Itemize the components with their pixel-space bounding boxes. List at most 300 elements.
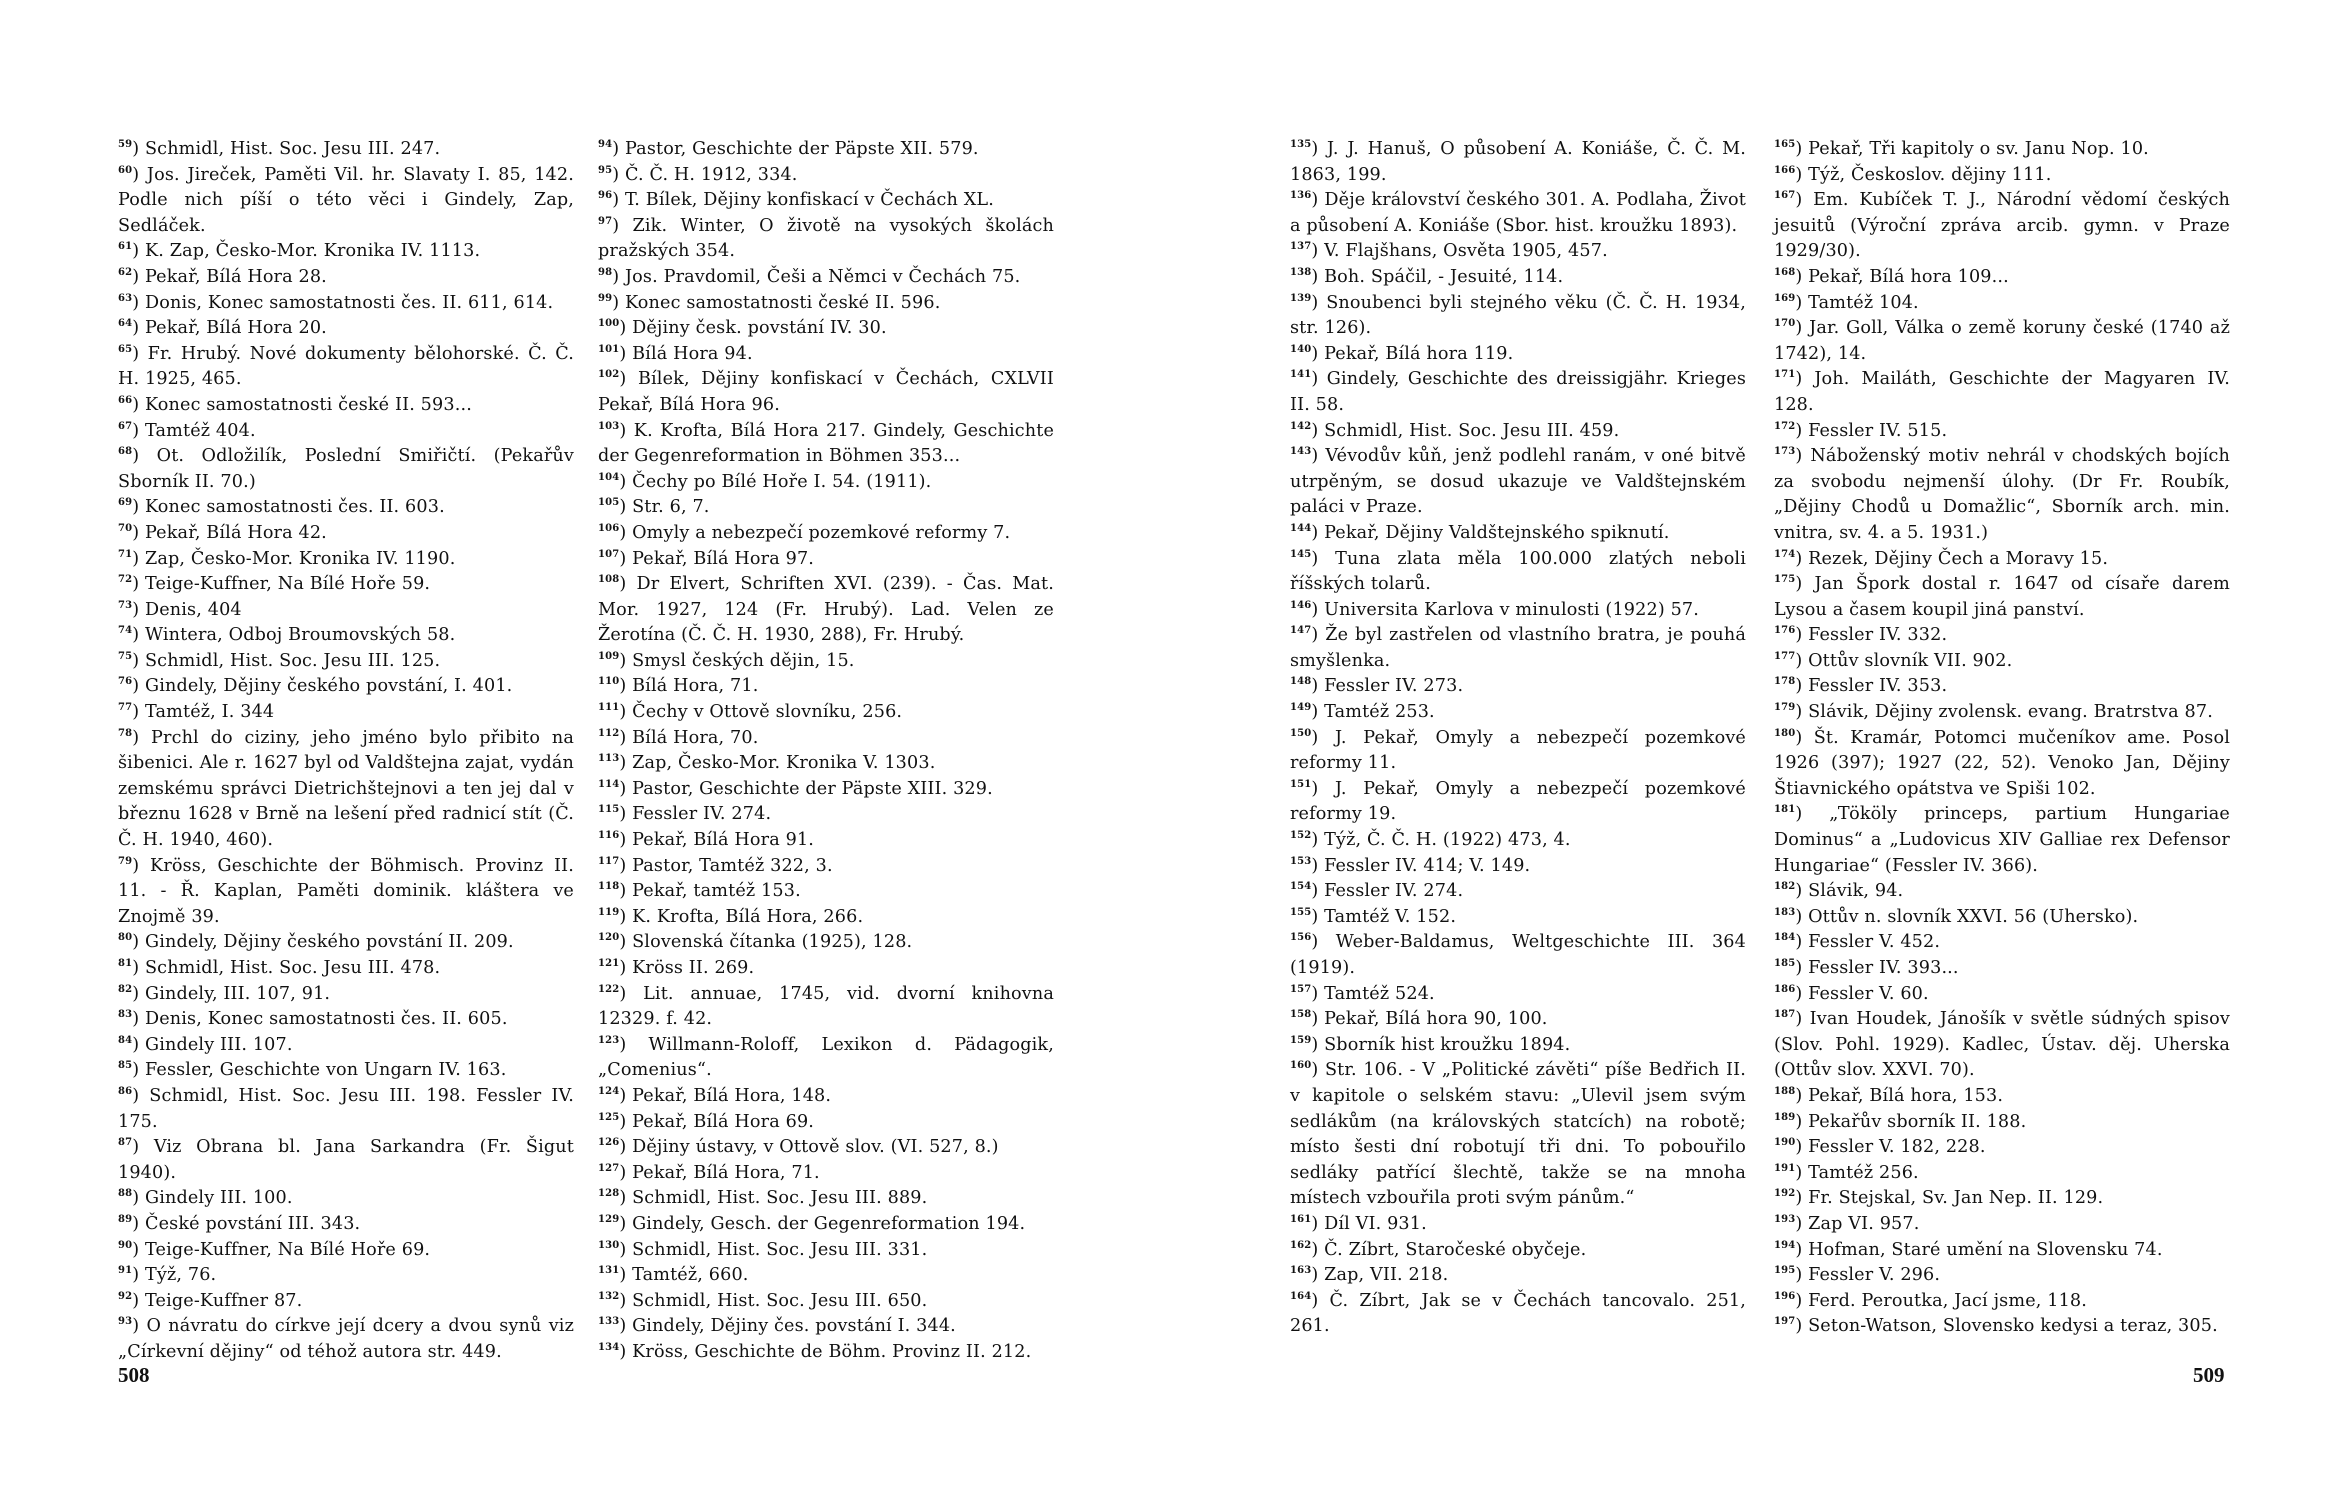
footnote-text: Zap, Česko-Mor. Kronika V. 1303.: [632, 753, 936, 774]
footnote-text: Willmann-Roloff, Lexikon d. Pädagogik, „Comenius“.: [598, 1034, 1054, 1081]
footnote-entry: $^{163}$) Zap, VII. 218.: [1290, 1265, 1449, 1286]
footnote-entry: $^{88}$) Gindely III. 100.: [118, 1188, 293, 1209]
footnote-entry: $^{123}$) Willmann-Roloff, Lexikon d. Pädagogik, „Comenius“.: [598, 1034, 1054, 1081]
footnote-text: Že byl zastřelen od vlastního bratra, je pouhá smyšlenka.: [1290, 625, 1746, 671]
footnote-entry: $^{174}$) Rezek, Dějiny Čech a Moravy 15.: [1774, 548, 2109, 569]
footnote-text: Pekař, Bílá hora, 153.: [1808, 1085, 2004, 1106]
footnote-text: Zap, VII. 218.: [1324, 1265, 1449, 1286]
footnote-entry: $^{112}$) Bílá Hora, 70.: [598, 727, 759, 748]
right-page: [1163, 0, 2326, 1500]
footnote-entry: $^{178}$) Fessler IV. 353.: [1774, 676, 1948, 697]
footnote-text: Č. Č. H. 1912, 334.: [624, 164, 798, 185]
footnote-entry: $^{73}$) Denis, 404: [118, 599, 242, 620]
footnote-entry: $^{121}$) Kröss II. 269.: [598, 958, 755, 978]
footnote-number: 185: [1774, 958, 1796, 970]
footnote-text: Seton-Watson, Slovensko kedysi a teraz, 305.: [1808, 1316, 2218, 1337]
footnote-number: 159: [1290, 1034, 1312, 1046]
footnote-text: Pekař, Bílá Hora, 71.: [632, 1162, 820, 1183]
footnote-entry: $^{196}$) Ferd. Peroutka, Jací jsme, 118.: [1774, 1290, 2088, 1311]
footnote-number: 118: [598, 881, 620, 893]
footnote-text: Gindely, III. 107, 91.: [144, 983, 331, 1004]
footnote-entry: $^{90}$) Teige-Kuffner, Na Bílé Hoře 69.: [118, 1239, 431, 1260]
footnote-text: Fessler IV. 353.: [1808, 676, 1948, 697]
footnote-number: 89: [118, 1214, 133, 1226]
footnote-text: Pekař, Bílá hora 119.: [1324, 343, 1514, 364]
footnote-text: Tamtéž, 660.: [632, 1265, 749, 1286]
footnote-text: Hofman, Staré umění na Slovensku 74.: [1808, 1239, 2163, 1260]
footnote-entry: $^{76}$) Gindely, Dějiny českého povstání, I. 401.: [118, 676, 513, 697]
footnote-number: 190: [1774, 1137, 1796, 1149]
footnote-text: Schmidl, Hist. Soc. Jesu III. 459.: [1324, 420, 1620, 441]
footnote-number: 145: [1290, 548, 1312, 560]
footnote-text: Fessler, Geschichte von Ungarn IV. 163.: [144, 1060, 507, 1081]
footnote-text: Týž, Českoslov. dějiny 111.: [1808, 164, 2052, 185]
footnote-entry: $^{83}$) Denis, Konec samostatnosti čes. II. 605.: [118, 1009, 508, 1030]
footnote-entry: $^{187}$) Ivan Houdek, Jánošík v světle súdných spisov (Slov. Pohl. 1929). Kadlec, Ústav. děj. Uherska (Ottův slov. XXVI. 70).: [1774, 1009, 2230, 1081]
footnote-text: Náboženský motiv nehrál v chodských bojích za svobodu nejmenší úlohy. (Dr Fr. Roubík, „Dějiny Chodů u Domažlic“, Sborník arch. min. vnitra, sv. 4. a 5. 1931.): [1774, 446, 2230, 543]
footnote-text: Fessler IV. 273.: [1324, 676, 1464, 697]
footnote-number: 64: [118, 318, 133, 330]
footnote-number: 83: [118, 1009, 133, 1021]
footnote-number: 170: [1774, 318, 1796, 330]
footnote-number: 155: [1290, 906, 1312, 918]
footnote-text: Prchl do ciziny, jeho jméno bylo přibito na šibenici. Ale r. 1627 byl od Valdštejna zajat, vydán zemskému správci Dietrichštejnovi a ten jej dal v březnu 1628 v Brně na lešení před radnicí stít (Č. Č. H. 1940, 460).: [118, 727, 574, 851]
footnote-number: 109: [598, 651, 620, 663]
footnote-text: Jar. Goll, Válka o země koruny české (1740 až 1742), 14.: [1774, 318, 2230, 364]
footnote-number: 128: [598, 1188, 620, 1200]
footnote-entry: $^{60}$) Jos. Jireček, Paměti Vil. hr. Slavaty I. 85, 142. Podle nich píší o této věci i Gindely, Zap, Sedláček.: [118, 164, 574, 236]
footnote-number: 77: [118, 702, 133, 714]
footnote-entry: $^{124}$) Pekař, Bílá Hora, 148.: [598, 1085, 832, 1106]
footnote-number: 124: [598, 1086, 620, 1098]
footnote-entry: $^{191}$) Tamtéž 256.: [1774, 1162, 1919, 1183]
footnote-text: Donis, Konec samostatnosti čes. II. 611, 614.: [144, 292, 554, 313]
footnote-text: Schmidl, Hist. Soc. Jesu III. 247.: [144, 139, 441, 159]
footnote-entry: $^{170}$) Jar. Goll, Válka o země koruny české (1740 až 1742), 14.: [1774, 318, 2230, 364]
footnote-text: Pekařův sborník II. 188.: [1808, 1111, 2027, 1132]
footnote-number: 81: [118, 958, 133, 970]
footnote-number: 163: [1290, 1265, 1312, 1277]
footnote-entry: $^{114}$) Pastor, Geschichte der Päpste XIII. 329.: [598, 778, 993, 799]
footnote-text: Slávik, 94.: [1808, 881, 1904, 902]
footnote-entry: $^{115}$) Fessler IV. 274.: [598, 804, 772, 825]
footnote-number: 94: [598, 139, 613, 151]
footnote-text: Gindely III. 107.: [144, 1034, 293, 1055]
footnote-entry: $^{98}$) Jos. Pravdomil, Češi a Němci v Čechách 75.: [598, 266, 1021, 287]
footnote-entry: $^{168}$) Pekař, Bílá hora 109...: [1774, 266, 2009, 287]
footnote-text: Díl VI. 931.: [1324, 1213, 1427, 1234]
footnote-number: 84: [118, 1034, 133, 1046]
footnote-number: 197: [1774, 1316, 1796, 1328]
footnote-entry: $^{61}$) K. Zap, Česko-Mor. Kronika IV. 1113.: [118, 241, 481, 262]
footnote-entry: $^{82}$) Gindely, III. 107, 91.: [118, 983, 331, 1004]
footnote-text: Boh. Spáčil, - Jesuité, 114.: [1324, 266, 1564, 287]
footnote-text: Ot. Odložilík, Poslední Smiřičtí. (Pekařův Sborník II. 70.): [118, 446, 574, 492]
footnote-text: Konec samostatnosti české II. 593...: [144, 394, 472, 415]
footnote-entry: $^{154}$) Fessler IV. 274.: [1290, 881, 1464, 902]
footnote-entry: $^{190}$) Fessler V. 182, 228.: [1774, 1137, 1986, 1158]
footnote-entry: $^{171}$) Joh. Mailáth, Geschichte der Magyaren IV. 128.: [1774, 369, 2230, 415]
footnote-entry: $^{173}$) Náboženský motiv nehrál v chodských bojích za svobodu nejmenší úlohy. (Dr Fr. Roubík, „Dějiny Chodů u Domažlic“, Sborník arch. min. vnitra, sv. 4. a 5. 1931.): [1774, 446, 2230, 543]
footnote-text: Schmidl, Hist. Soc. Jesu III. 331.: [632, 1239, 928, 1260]
footnote-number: 61: [118, 241, 133, 253]
footnote-number: 174: [1774, 548, 1796, 560]
footnote-text: Pekař, Bílá Hora 97.: [632, 548, 815, 569]
footnotes-column: [1290, 137, 1746, 1340]
footnote-number: 98: [598, 267, 613, 279]
footnote-number: 95: [598, 164, 613, 176]
footnote-number: 69: [118, 497, 133, 509]
footnote-entry: $^{157}$) Tamtéž 524.: [1290, 983, 1435, 1004]
footnote-entry: $^{160}$) Str. 106. - V „Politické závěti“ píše Bedřich II. v kapitole o selském stavu: „Ulevil jsem svým sedlákům (na královských statcích) na robotě; místo šesti dní robotují tři dni. To pobouřilo sedláky patřící šlechtě, takže se na mnoha místech vzbouřila proti svým pánům.“: [1290, 1060, 1746, 1209]
footnote-text: Zap VI. 957.: [1808, 1213, 1920, 1234]
footnote-number: 62: [118, 267, 133, 279]
footnote-entry: $^{93}$) O návratu do církve její dcery a dvou synů viz „Církevní dějiny“ od téhož autora str. 449.: [118, 1316, 574, 1362]
footnote-text: J. Pekař, Omyly a nebezpečí pozemkové reformy 11.: [1290, 727, 1746, 774]
footnote-text: O návratu do církve její dcery a dvou synů viz „Církevní dějiny“ od téhož autora str. 449.: [118, 1316, 574, 1362]
footnote-text: K. Zap, Česko-Mor. Kronika IV. 1113.: [144, 241, 481, 262]
footnote-entry: $^{109}$) Smysl českých dějin, 15.: [598, 650, 855, 671]
footnote-number: 99: [598, 292, 613, 304]
footnote-text: Gindely III. 100.: [144, 1188, 293, 1209]
footnote-number: 175: [1774, 574, 1796, 586]
footnote-text: Pekař, Bílá Hora 42.: [144, 522, 327, 543]
footnote-text: Fessler IV. 332.: [1808, 625, 1948, 646]
footnote-text: Schmidl, Hist. Soc. Jesu III. 650.: [632, 1290, 928, 1311]
footnote-text: Tamtéž 104.: [1808, 292, 1919, 313]
footnote-entry: $^{195}$) Fessler V. 296.: [1774, 1265, 1941, 1286]
footnote-number: 85: [118, 1060, 133, 1072]
footnote-entry: $^{87}$) Viz Obrana bl. Jana Sarkandra (Fr. Šigut 1940).: [118, 1137, 574, 1183]
footnote-entry: $^{78}$) Prchl do ciziny, jeho jméno bylo přibito na šibenici. Ale r. 1627 byl od Valdštejna zajat, vydán zemskému správci Dietrichštejnovi a ten jej dal v březnu 1628 v Brně na lešení před radnicí stít (Č. Č. H. 1940, 460).: [118, 727, 574, 851]
footnote-number: 188: [1774, 1086, 1796, 1098]
footnote-text: „Tököly princeps, partium Hungariae Dominus“ a „Ludovicus XIV Galliae rex Defensor Hungariae“ (Fessler IV. 366).: [1774, 804, 2230, 876]
footnote-number: 116: [598, 830, 620, 842]
footnote-text: Teige-Kuffner, Na Bílé Hoře 69.: [144, 1239, 431, 1260]
footnote-entry: $^{105}$) Str. 6, 7.: [598, 497, 710, 518]
footnote-number: 146: [1290, 599, 1312, 611]
footnote-text: Smysl českých dějin, 15.: [632, 650, 855, 671]
footnote-text: Str. 106. - V „Politické závěti“ píše Bedřich II. v kapitole o selském stavu: „Ulevil jsem svým sedlákům (na královských statcích) na robotě; místo šesti dní robotují tři dni. To pobouřilo sedláky patřící šlechtě, takže se na mnoha místech vzbouřila proti svým pánům.“: [1290, 1060, 1746, 1209]
footnote-number: 187: [1774, 1009, 1796, 1021]
footnote-text: Kröss, Geschichte de Böhm. Provinz II. 212.: [632, 1341, 1032, 1362]
footnotes-column: [1774, 137, 2230, 1340]
footnote-entry: $^{137}$) V. Flajšhans, Osvěta 1905, 457.: [1290, 241, 1608, 262]
footnote-entry: $^{117}$) Pastor, Tamtéž 322, 3.: [598, 855, 833, 876]
footnote-number: 165: [1774, 139, 1796, 151]
footnote-text: Joh. Mailáth, Geschichte der Magyaren IV. 128.: [1774, 369, 2230, 415]
footnote-number: 171: [1774, 369, 1796, 381]
footnote-number: 196: [1774, 1290, 1796, 1302]
footnote-entry: $^{165}$) Pekař, Tři kapitoly o sv. Janu Nop. 10.: [1774, 139, 2149, 159]
footnote-number: 150: [1290, 727, 1312, 739]
footnote-entry: $^{94}$) Pastor, Geschichte der Päpste XII. 579.: [598, 139, 979, 159]
footnote-text: Bílá Hora 94.: [632, 343, 753, 364]
footnote-number: 137: [1290, 241, 1312, 253]
footnote-text: Pekař, Bílá hora 109...: [1808, 266, 2009, 287]
footnote-number: 80: [118, 932, 133, 944]
footnote-text: Čechy po Bílé Hoře I. 54. (1911).: [632, 471, 932, 492]
footnote-entry: $^{89}$) České povstání III. 343.: [118, 1213, 361, 1234]
footnote-text: Pekař, Bílá hora 90, 100.: [1324, 1009, 1548, 1030]
footnote-text: Wintera, Odboj Broumovských 58.: [144, 625, 456, 646]
footnote-number: 113: [598, 753, 620, 765]
footnote-number: 154: [1290, 881, 1312, 893]
footnote-entry: $^{69}$) Konec samostatnosti čes. II. 603.: [118, 497, 445, 518]
footnote-number: 86: [118, 1086, 133, 1098]
footnote-number: 104: [598, 471, 620, 483]
footnote-text: Tamtéž, I. 344: [144, 702, 275, 723]
footnote-entry: $^{125}$) Pekař, Bílá Hora 69.: [598, 1111, 815, 1132]
footnote-entry: $^{142}$) Schmidl, Hist. Soc. Jesu III. 459.: [1290, 420, 1620, 441]
footnote-text: Jan Špork dostal r. 1647 od císaře darem Lysou a časem koupil jiná panství.: [1774, 574, 2230, 620]
footnote-entry: $^{110}$) Bílá Hora, 71.: [598, 676, 759, 697]
footnote-text: Št. Kramár, Potomci mučeníkov ame. Posol 1926 (397); 1927 (22, 52). Venoko Jan, Dějiny Štiavnického opátstva ve Spiši 102.: [1774, 727, 2230, 799]
footnote-entry: $^{68}$) Ot. Odložilík, Poslední Smiřičtí. (Pekařův Sborník II. 70.): [118, 446, 574, 492]
footnote-text: Omyly a nebezpečí pozemkové reformy 7.: [632, 522, 1011, 543]
footnote-number: 107: [598, 548, 620, 560]
footnote-entry: $^{179}$) Slávik, Dějiny zvolensk. evang. Bratrstva 87.: [1774, 702, 2213, 723]
footnote-entry: $^{133}$) Gindely, Dějiny čes. povstání I. 344.: [598, 1316, 956, 1337]
footnote-text: Fessler IV. 274.: [1324, 881, 1464, 902]
footnote-text: Schmidl, Hist. Soc. Jesu III. 889.: [632, 1188, 928, 1209]
footnote-number: 75: [118, 651, 133, 663]
footnote-text: Teige-Kuffner, Na Bílé Hoře 59.: [144, 574, 431, 595]
footnote-number: 167: [1774, 190, 1796, 202]
footnote-number: 177: [1774, 651, 1796, 663]
footnote-number: 114: [598, 778, 620, 790]
footnotes-column: [598, 137, 1054, 1366]
footnote-text: Universita Karlova v minulosti (1922) 57.: [1324, 599, 1699, 620]
footnote-number: 92: [118, 1290, 133, 1302]
footnote-text: Tamtéž 524.: [1324, 983, 1435, 1004]
footnote-number: 90: [118, 1239, 133, 1251]
footnote-text: Č. Zíbrt, Jak se v Čechách tancovalo. 251, 261.: [1290, 1290, 1746, 1337]
footnote-entry: $^{141}$) Gindely, Geschichte des dreissigjähr. Krieges II. 58.: [1290, 369, 1746, 415]
footnote-text: Str. 6, 7.: [632, 497, 710, 518]
footnote-entry: $^{85}$) Fessler, Geschichte von Ungarn IV. 163.: [118, 1060, 507, 1081]
footnote-text: Kröss, Geschichte der Böhmisch. Provinz II. 11. - Ř. Kaplan, Paměti dominik. kláštera ve Znojmě 39.: [118, 855, 574, 927]
footnote-text: Pastor, Geschichte der Päpste XIII. 329.: [632, 778, 993, 799]
footnote-text: Dr Elvert, Schriften XVI. (239). - Čas. Mat. Mor. 1927, 124 (Fr. Hrubý). Lad. Velen ze Žerotína (Č. Č. H. 1930, 288), Fr. Hrubý.: [598, 574, 1054, 646]
footnote-entry: $^{186}$) Fessler V. 60.: [1774, 983, 1929, 1004]
footnote-text: Snoubenci byli stejného věku (Č. Č. H. 1934, str. 126).: [1290, 292, 1746, 339]
footnote-entry: $^{132}$) Schmidl, Hist. Soc. Jesu III. 650.: [598, 1290, 928, 1311]
footnote-text: Pekař, Bílá Hora 20.: [144, 318, 327, 339]
footnote-entry: $^{155}$) Tamtéž V. 152.: [1290, 906, 1457, 927]
footnote-number: 142: [1290, 420, 1312, 432]
footnote-entry: $^{188}$) Pekař, Bílá hora, 153.: [1774, 1085, 2004, 1106]
footnote-entry: $^{79}$) Kröss, Geschichte der Böhmisch. Provinz II. 11. - Ř. Kaplan, Paměti dominik. kláštera ve Znojmě 39.: [118, 855, 574, 927]
footnote-entry: $^{161}$) Díl VI. 931.: [1290, 1213, 1427, 1234]
footnote-number: 117: [598, 855, 620, 867]
footnote-entry: $^{152}$) Týž, Č. Č. H. (1922) 473, 4.: [1290, 830, 1571, 851]
footnote-text: Zap, Česko-Mor. Kronika IV. 1190.: [144, 548, 456, 569]
footnote-entry: $^{96}$) T. Bílek, Dějiny konfiskací v Čechách XL.: [598, 190, 995, 211]
footnote-entry: $^{162}$) Č. Zíbrt, Staročeské obyčeje.: [1290, 1239, 1587, 1260]
footnote-number: 135: [1290, 139, 1312, 151]
footnote-number: 131: [598, 1265, 620, 1277]
footnote-number: 132: [598, 1290, 620, 1302]
footnote-entry: $^{151}$) J. Pekař, Omyly a nebezpečí pozemkové reformy 19.: [1290, 778, 1746, 825]
footnote-number: 70: [118, 523, 133, 535]
footnote-text: K. Krofta, Bílá Hora 217. Gindely, Geschichte der Gegenreformation in Böhmen 353...: [598, 420, 1055, 467]
footnote-text: Pastor, Tamtéž 322, 3.: [632, 855, 833, 876]
footnote-number: 119: [598, 906, 620, 918]
footnote-number: 139: [1290, 292, 1312, 304]
footnote-entry: $^{167}$) Em. Kubíček T. J., Národní vědomí českých jesuitů (Výroční zpráva arcib. gymn. v Praze 1929/30).: [1774, 190, 2231, 262]
footnote-number: 172: [1774, 420, 1796, 432]
footnote-number: 123: [598, 1034, 620, 1046]
footnote-text: Gindely, Geschichte des dreissigjähr. Krieges II. 58.: [1290, 369, 1746, 415]
footnote-text: Konec samostatnosti čes. II. 603.: [144, 497, 445, 518]
footnote-text: J. Pekař, Omyly a nebezpečí pozemkové reformy 19.: [1290, 778, 1746, 825]
footnote-text: Slovenská čítanka (1925), 128.: [632, 932, 913, 953]
footnote-entry: $^{134}$) Kröss, Geschichte de Böhm. Provinz II. 212.: [598, 1341, 1032, 1362]
footnote-text: Bílá Hora, 70.: [632, 727, 759, 748]
footnote-number: 66: [118, 395, 133, 407]
footnote-text: Rezek, Dějiny Čech a Moravy 15.: [1808, 548, 2109, 569]
footnote-entry: $^{80}$) Gindely, Dějiny českého povstání II. 209.: [118, 932, 514, 953]
footnote-number: 149: [1290, 702, 1312, 714]
footnote-number: 140: [1290, 343, 1312, 355]
footnote-entry: $^{184}$) Fessler V. 452.: [1774, 932, 1941, 953]
footnote-entry: $^{101}$) Bílá Hora 94.: [598, 343, 753, 364]
footnotes-column: [118, 137, 574, 1366]
footnote-number: 152: [1290, 830, 1312, 842]
footnote-entry: $^{177}$) Ottův slovník VII. 902.: [1774, 650, 2013, 671]
footnote-entry: $^{102}$) Bílek, Dějiny konfiskací v Čechách, CXLVII Pekař, Bílá Hora 96.: [598, 369, 1054, 415]
footnote-number: 181: [1774, 804, 1796, 816]
footnote-entry: $^{65}$) Fr. Hrubý. Nové dokumenty bělohorské. Č. Č. H. 1925, 465.: [118, 343, 574, 390]
footnote-number: 168: [1774, 267, 1796, 279]
footnote-entry: $^{164}$) Č. Zíbrt, Jak se v Čechách tancovalo. 251, 261.: [1290, 1290, 1746, 1337]
footnote-text: Fessler V. 452.: [1808, 932, 1941, 953]
footnote-number: 121: [598, 958, 620, 970]
footnote-entry: $^{139}$) Snoubenci byli stejného věku (Č. Č. H. 1934, str. 126).: [1290, 292, 1746, 339]
footnote-entry: $^{66}$) Konec samostatnosti české II. 593...: [118, 394, 472, 415]
footnote-text: Čechy v Ottově slovníku, 256.: [632, 702, 903, 723]
page-number: 508: [118, 1363, 150, 1387]
footnote-number: 193: [1774, 1214, 1796, 1226]
footnote-number: 182: [1774, 881, 1796, 893]
footnote-number: 72: [118, 574, 133, 586]
footnote-text: Gindely, Dějiny čes. povstání I. 344.: [632, 1316, 956, 1337]
footnote-text: Tamtéž 256.: [1808, 1162, 1919, 1183]
footnote-text: Fessler IV. 393...: [1808, 958, 1959, 978]
footnote-entry: $^{158}$) Pekař, Bílá hora 90, 100.: [1290, 1009, 1548, 1030]
footnote-number: 74: [118, 625, 133, 637]
footnote-entry: $^{150}$) J. Pekař, Omyly a nebezpečí pozemkové reformy 11.: [1290, 727, 1746, 774]
footnote-number: 156: [1290, 932, 1312, 944]
footnote-entry: $^{91}$) Týž, 76.: [118, 1265, 217, 1286]
footnote-text: Denis, 404: [144, 599, 242, 620]
footnote-entry: $^{197}$) Seton-Watson, Slovensko kedysi a teraz, 305.: [1774, 1316, 2218, 1337]
footnote-entry: $^{149}$) Tamtéž 253.: [1290, 702, 1435, 723]
footnote-entry: $^{180}$) Št. Kramár, Potomci mučeníkov ame. Posol 1926 (397); 1927 (22, 52). Venoko Jan, Dějiny Štiavnického opátstva ve Spiši 102.: [1774, 727, 2230, 799]
footnote-entry: $^{144}$) Pekař, Dějiny Valdštejnského spiknutí.: [1290, 522, 1670, 543]
footnote-text: Dějiny ústavy, v Ottově slov. (VI. 527, 8.): [632, 1137, 999, 1158]
footnote-number: 100: [598, 318, 620, 330]
footnote-number: 141: [1290, 369, 1312, 381]
footnote-entry: $^{194}$) Hofman, Staré umění na Slovensku 74.: [1774, 1239, 2163, 1260]
footnote-number: 143: [1290, 446, 1312, 458]
footnote-entry: $^{135}$) J. J. Hanuš, O působení A. Koniáše, Č. Č. M. 1863, 199.: [1290, 139, 1746, 185]
footnote-entry: $^{126}$) Dějiny ústavy, v Ottově slov. (VI. 527, 8.): [598, 1137, 999, 1158]
footnote-number: 133: [598, 1316, 620, 1328]
footnote-entry: $^{118}$) Pekař, tamtéž 153.: [598, 881, 801, 902]
footnote-entry: $^{136}$) Děje království českého 301. A. Podlaha, Život a působení A. Koniáše (Sbor. hist. kroužku 1893).: [1290, 190, 1746, 236]
footnote-number: 195: [1774, 1265, 1796, 1277]
footnote-entry: $^{81}$) Schmidl, Hist. Soc. Jesu III. 478.: [118, 958, 441, 978]
footnote-entry: $^{59}$) Schmidl, Hist. Soc. Jesu III. 247.: [118, 139, 441, 159]
footnote-entry: $^{127}$) Pekař, Bílá Hora, 71.: [598, 1162, 820, 1183]
footnote-number: 138: [1290, 267, 1312, 279]
footnote-entry: $^{74}$) Wintera, Odboj Broumovských 58.: [118, 625, 456, 646]
footnote-number: 97: [598, 215, 613, 227]
footnote-text: Denis, Konec samostatnosti čes. II. 605.: [144, 1009, 508, 1030]
footnote-entry: $^{107}$) Pekař, Bílá Hora 97.: [598, 548, 815, 569]
footnote-number: 184: [1774, 932, 1796, 944]
footnote-entry: $^{148}$) Fessler IV. 273.: [1290, 676, 1464, 697]
footnote-text: Fessler IV. 274.: [632, 804, 772, 825]
footnote-entry: $^{175}$) Jan Špork dostal r. 1647 od císaře darem Lysou a časem koupil jiná panství.: [1774, 574, 2230, 620]
footnote-entry: $^{185}$) Fessler IV. 393...: [1774, 958, 1959, 978]
footnote-entry: $^{75}$) Schmidl, Hist. Soc. Jesu III. 125.: [118, 650, 441, 671]
footnote-entry: $^{176}$) Fessler IV. 332.: [1774, 625, 1948, 646]
footnote-number: 122: [598, 983, 620, 995]
footnote-entry: $^{138}$) Boh. Spáčil, - Jesuité, 114.: [1290, 266, 1564, 287]
footnote-entry: $^{169}$) Tamtéž 104.: [1774, 292, 1919, 313]
footnote-entry: $^{120}$) Slovenská čítanka (1925), 128.: [598, 932, 913, 953]
footnote-entry: $^{193}$) Zap VI. 957.: [1774, 1213, 1920, 1234]
footnote-number: 160: [1290, 1060, 1312, 1072]
footnote-number: 82: [118, 983, 133, 995]
footnote-text: Tamtéž 404.: [144, 420, 256, 441]
footnote-text: Pastor, Geschichte der Päpste XII. 579.: [624, 139, 979, 159]
footnote-text: Slávik, Dějiny zvolensk. evang. Bratrstva 87.: [1808, 702, 2213, 723]
footnote-number: 129: [598, 1214, 620, 1226]
footnote-number: 105: [598, 497, 620, 509]
footnote-text: Bílá Hora, 71.: [632, 676, 759, 697]
footnote-text: Viz Obrana bl. Jana Sarkandra (Fr. Šigut 1940).: [118, 1137, 574, 1183]
footnote-entry: $^{119}$) K. Krofta, Bílá Hora, 266.: [598, 906, 864, 927]
footnote-entry: $^{62}$) Pekař, Bílá Hora 28.: [118, 266, 327, 287]
footnote-text: Kröss II. 269.: [632, 958, 755, 978]
footnote-text: Ottův n. slovník XXVI. 56 (Uhersko).: [1808, 906, 2139, 927]
footnote-text: Gindely, Gesch. der Gegenreformation 194.: [632, 1213, 1026, 1234]
footnote-entry: $^{146}$) Universita Karlova v minulosti (1922) 57.: [1290, 599, 1699, 620]
footnote-text: Jos. Pravdomil, Češi a Němci v Čechách 75.: [624, 266, 1021, 287]
footnote-text: Fessler V. 296.: [1808, 1265, 1941, 1286]
footnote-number: 79: [118, 855, 133, 867]
footnote-number: 173: [1774, 446, 1796, 458]
footnote-number: 134: [598, 1342, 620, 1354]
footnote-entry: $^{106}$) Omyly a nebezpečí pozemkové reformy 7.: [598, 522, 1011, 543]
footnote-number: 127: [598, 1162, 620, 1174]
footnote-entry: $^{97}$) Zik. Winter, O životě na vysokých školách pražských 354.: [598, 215, 1054, 262]
footnote-number: 158: [1290, 1009, 1312, 1021]
footnote-number: 191: [1774, 1162, 1796, 1174]
footnote-number: 96: [598, 190, 613, 202]
footnote-text: Weber-Baldamus, Weltgeschichte III. 364 (1919).: [1290, 932, 1746, 978]
footnote-number: 153: [1290, 855, 1312, 867]
footnote-entry: $^{131}$) Tamtéž, 660.: [598, 1265, 749, 1286]
footnote-entry: $^{67}$) Tamtéž 404.: [118, 420, 256, 441]
footnote-text: Tamtéž 253.: [1324, 702, 1435, 723]
footnote-text: Em. Kubíček T. J., Národní vědomí českých jesuitů (Výroční zpráva arcib. gymn. v Praze 1929/30).: [1774, 190, 2231, 262]
footnote-text: J. J. Hanuš, O působení A. Koniáše, Č. Č. M. 1863, 199.: [1290, 139, 1746, 185]
